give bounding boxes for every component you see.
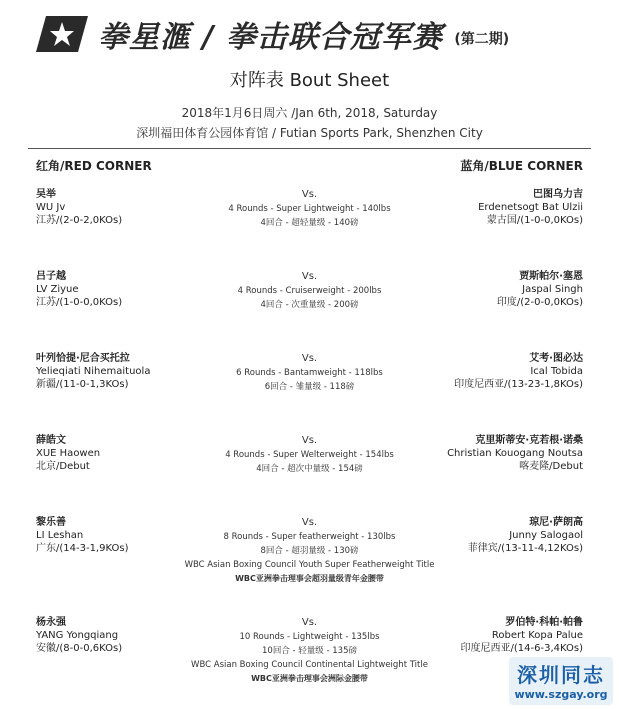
red-record: 新疆/(11-0-1,3KOs) xyxy=(36,379,129,390)
blue-fighter xyxy=(497,270,583,309)
bout-info-cn: 4回合 - 超轻量级 - 140磅 xyxy=(260,218,359,228)
red-name-en: YANG Yongqiang xyxy=(36,630,119,641)
red-fighter xyxy=(36,616,122,655)
bout-info xyxy=(156,270,463,312)
vs-label: Vs. xyxy=(301,353,318,364)
title-belt-en: WBC Asian Boxing Council Youth Super Featherweight Title xyxy=(184,560,435,570)
bout-info xyxy=(156,188,463,230)
star-logo-icon xyxy=(34,14,90,54)
title-belt-cn: WBC亚洲拳击理事会洲际金腰带 xyxy=(251,674,368,683)
bout-info xyxy=(156,434,463,476)
red-name-cn: 吴举 xyxy=(36,189,56,200)
bout-info-en: 4 Rounds - Super Welterweight - 154lbs xyxy=(225,450,394,460)
blue-fighter xyxy=(468,516,583,555)
watermark-logo xyxy=(509,657,613,705)
bout-info-en: 8 Rounds - Super featherweight - 130lbs xyxy=(223,532,396,542)
red-name-cn: 薛皓文 xyxy=(36,435,66,446)
red-record: 江苏/(1-0-0,0KOs) xyxy=(36,297,123,308)
vs-label: Vs. xyxy=(301,517,318,528)
blue-fighter xyxy=(454,352,583,391)
red-name-cn: 叶列恰提·尼合买托拉 xyxy=(36,353,130,364)
red-fighter xyxy=(36,434,100,473)
blue-fighter xyxy=(447,434,583,473)
red-name-cn: 杨永强 xyxy=(36,617,66,628)
bout-row xyxy=(36,188,583,268)
blue-record: 喀麦隆/Debut xyxy=(519,461,583,472)
red-name-cn: 黎乐善 xyxy=(36,517,66,528)
blue-name-en: Jaspal Singh xyxy=(522,284,583,295)
blue-name-cn: 罗伯特·科帕·帕鲁 xyxy=(505,617,583,628)
event-date: 2018年1月6日周六 /Jan 6th, 2018, Saturday xyxy=(181,106,438,120)
red-fighter xyxy=(36,352,150,391)
bout-info-en: 6 Rounds - Bantamweight - 118lbs xyxy=(236,368,383,378)
header xyxy=(28,10,598,56)
blue-name-cn: 克里斯蒂安·克若根·诺桑 xyxy=(475,435,583,446)
red-fighter xyxy=(36,270,122,309)
bout-row xyxy=(36,616,583,696)
bout-row xyxy=(36,434,583,514)
bout-info-en: 10 Rounds - Lightweight - 135lbs xyxy=(239,632,380,642)
blue-name-cn: 琼尼·萨朗高 xyxy=(529,517,583,528)
vs-label: Vs. xyxy=(301,189,318,200)
blue-name-en: Erdenetsogt Bat Ulzii xyxy=(478,202,583,213)
red-record: 广东/(14-3-1,9KOs) xyxy=(36,543,129,554)
red-name-cn: 吕子越 xyxy=(36,271,66,282)
blue-record: 印度尼西亚/(14-6-3,4KOs) xyxy=(460,643,583,654)
blue-record: 蒙古国/(1-0-0,0KOs) xyxy=(486,215,583,226)
watermark-url: www.szgay.org xyxy=(514,688,608,701)
bout-info-cn: 6回合 - 雏量级 - 118磅 xyxy=(264,382,355,392)
title-belt-cn: WBC亚洲拳击理事会超羽量级青年金腰带 xyxy=(235,574,384,583)
blue-fighter xyxy=(478,188,583,227)
bout-row xyxy=(36,270,583,350)
bout-info-cn: 4回合 - 次重量级 - 200磅 xyxy=(260,300,359,310)
vs-label: Vs. xyxy=(301,435,318,446)
bout-info xyxy=(156,352,463,394)
red-name-en: LV Ziyue xyxy=(36,284,79,295)
red-record: 北京/Debut xyxy=(36,461,90,472)
red-fighter xyxy=(36,188,122,227)
bout-info-en: 4 Rounds - Cruiserweight - 200lbs xyxy=(237,286,382,296)
bout-info xyxy=(156,616,463,686)
blue-name-en: Ical Tobida xyxy=(530,366,583,377)
bout-row xyxy=(36,352,583,432)
blue-record: 菲律宾/(13-11-4,12KOs) xyxy=(467,543,583,554)
red-corner-heading: 红角/RED CORNER xyxy=(36,159,152,173)
blue-name-cn: 艾考·图必达 xyxy=(529,353,583,364)
bout-info-cn: 10回合 - 轻量级 - 135磅 xyxy=(262,646,357,656)
blue-name-en: Junny Salogaol xyxy=(509,530,583,541)
blue-name-en: Robert Kopa Palue xyxy=(491,630,583,641)
red-record: 安徽/(8-0-0,6KOs) xyxy=(36,643,123,654)
brand-subtitle: (第二期) xyxy=(454,31,510,48)
blue-name-cn: 贾斯帕尔·塞恩 xyxy=(519,271,583,282)
vs-label: Vs. xyxy=(301,271,318,282)
bout-info-en: 4 Rounds - Super Lightweight - 140lbs xyxy=(228,204,391,214)
red-record: 江苏/(2-0-2,0KOs) xyxy=(36,215,123,226)
blue-name-en: Christian Kouogang Noutsa xyxy=(447,448,583,459)
blue-name-cn: 巴图乌力吉 xyxy=(533,189,583,200)
event-venue: 深圳福田体育公园体育馆 / Futian Sports Park, Shenzhen City xyxy=(136,126,483,140)
bout-info-cn: 8回合 - 超羽量级 - 130磅 xyxy=(260,546,359,556)
bout-info xyxy=(156,516,463,586)
title-belt-en: WBC Asian Boxing Council Continental Lightweight Title xyxy=(191,660,428,670)
page-title: 对阵表 Bout Sheet xyxy=(229,70,390,91)
blue-record: 印度尼西亚/(13-23-1,8KOs) xyxy=(454,379,583,390)
bout-info-cn: 4回合 - 超次中量级 - 154磅 xyxy=(256,464,363,474)
red-name-en: XUE Haowen xyxy=(36,448,101,459)
red-name-en: LI Leshan xyxy=(36,530,84,541)
red-fighter xyxy=(36,516,128,555)
watermark-text: 深圳同志 xyxy=(517,663,605,687)
brand-title: 拳星滙 / 拳击联合冠军赛 (第二期) xyxy=(98,20,510,55)
blue-fighter xyxy=(461,616,583,655)
divider xyxy=(28,148,591,149)
bout-row xyxy=(36,516,583,596)
red-name-en: WU Jv xyxy=(36,202,66,213)
red-name-en: Yelieqiati Nihemaituola xyxy=(36,366,151,377)
blue-record: 印度/(2-0-0,0KOs) xyxy=(496,297,583,308)
vs-label: Vs. xyxy=(301,617,318,628)
blue-corner-heading: 蓝角/BLUE CORNER xyxy=(460,159,583,173)
